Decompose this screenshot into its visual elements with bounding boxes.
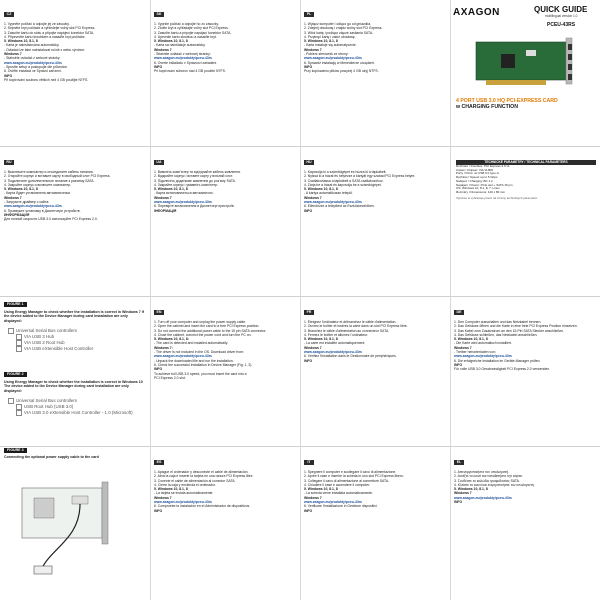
instruction-line: INFO [454, 500, 463, 505]
instruction-line: 4. Κλείστε το κουτί και ενεργοποιήστε τον υπολογιστή. [454, 482, 535, 487]
figure-3-illustration [12, 468, 142, 583]
instruction-line: - The card is detected and installed automatically. [154, 341, 229, 346]
website-link[interactable]: www.axagon.eu/produkty/pceu-43rs [304, 500, 362, 505]
spec-row: Rychlost / Speed: up to 5 Gbps [456, 176, 498, 180]
website-link[interactable]: www.axagon.eu/produkty/pceu-43rs [304, 350, 362, 355]
instruction-line: 4. Закройте корпус и включите компьютер. [4, 182, 72, 187]
instruction-line: 5. Windows 10, 8.1, 8 [304, 487, 338, 492]
instruction-line: 2. Open the cabinet and insert the card to a free PCI Express position. [154, 324, 260, 329]
instruction-line: 5. Windows 10, 8.1, 8 [4, 187, 38, 192]
instruction-line: Windows 7 [454, 491, 472, 496]
figure-2-caption: Using Energy Manager to check whether the installation is correct in Windows 10 The device added to the Device Manager during card installation are only displayed: [4, 380, 143, 393]
device-tree-item: VIA USB 3 Root Hub [8, 340, 146, 346]
device-tree-item: USB Root Hub (USB 3.0) [8, 404, 146, 410]
figure-1-label: FIGURE 1 [4, 302, 27, 307]
instruction-line: 2. Відкрийте корпус і вставте карту у вільний слот. [154, 174, 233, 179]
instruction-line: 4. Das Gehäuse schließen, das Netzkabel anschließen. [454, 332, 538, 337]
guide-subtitle: multilingual version 1.0 [545, 14, 578, 18]
figure-2-label: FIGURE 2 [4, 372, 27, 377]
instruction-line: Przy kopiowaniu plików powyżej 4 GB użyj NTFS. [304, 69, 379, 74]
section-el [454, 450, 596, 596]
instruction-line: - Karta sa nainštaluje automaticky. [154, 43, 206, 48]
spec-row: Napájení / Power: PCIe slot + SATA 15 pin [456, 183, 513, 187]
device-tree-item: VIA USB eXtensible Host Controller [8, 346, 146, 352]
instruction-line: - Загрузите драйвер с сайта: [4, 200, 50, 205]
instruction-line: Windows 7 [304, 195, 322, 200]
device-tree-item: VIA USB 3.0 eXtensible Host Controller - 1.0 (Microsoft) [8, 410, 146, 416]
instruction-line: 6. Перевірте встановлення в Диспетчері пристроїв. [154, 204, 235, 209]
lang-tag: UA [154, 160, 164, 165]
instruction-line: - Die Karte wird automatisch installiert. [454, 341, 512, 346]
instruction-line: 2. Zložte kryt a vyhľadajte voľný slot PCI Express. [154, 26, 229, 31]
instruction-line: 1. Vypnite počítač a odpojte ho zo zásuvky. [154, 22, 219, 26]
product-title: 4 PORT USB 3.0 HQ PCI-EXPRESS CARD w CHARGING FUNCTION [456, 98, 558, 110]
instruction-line: 5. Windows 10, 8.1, 8 [154, 487, 188, 492]
spec-row: Rozměry / Dimensions: 120 x 80 mm [456, 190, 506, 194]
instruction-line: - La scheda viene installata automaticamente. [304, 491, 373, 496]
instruction-line: 3. Zasuňte kartu do slotu a připojte napájecí konektor SATA. [4, 30, 95, 35]
instruction-line: 4. Zárja be a házat és kapcsolja be a számítógépet. [304, 182, 382, 187]
instruction-line: ІНФОРМАЦІЯ [154, 208, 177, 213]
lang-tag: DE [454, 310, 464, 315]
lang-tag: SK [154, 12, 164, 17]
instruction-line: To achieve full USB 3.0 speed, you must insert the card into a [154, 371, 247, 376]
instruction-line: 4. Připevněte kartu šroubkem a nasaďte kryt počítače. [4, 34, 86, 39]
section-sk [154, 2, 296, 144]
instruction-line: 3. Das Kabel zum Zusatzstrom an den 15-Pin SATA Stecker anschließen. [454, 328, 565, 333]
lang-tag: RU [4, 160, 14, 165]
instruction-line: 4. Chiudere il case e accendere il computer. [304, 482, 370, 487]
instruction-line: 1. Απενεργοποιήστε τον υπολογιστή. [454, 470, 510, 474]
instruction-line: 5. Windows 10, 8.1, 8 [154, 39, 188, 44]
instruction-line: INFO [304, 208, 313, 213]
instruction-line: 6. Check the successful installation in Device Manager (Fig. 1, 2). [154, 362, 253, 367]
instruction-line: 5. Windows 10, 8.1, 8 [454, 337, 488, 342]
website-link[interactable]: www.axagon.eu/produkty/pceu-43rs [454, 495, 512, 500]
instruction-line: 6. Проверьте установку в Диспетчере устройств. [4, 208, 81, 213]
instruction-line: 3. Подключите дополнительное питание к разъему SATA. [4, 178, 95, 183]
section-pl [304, 2, 446, 144]
instruction-line: Windows 7 [304, 495, 322, 500]
instruction-line: INFO [304, 508, 313, 513]
instruction-line: 5. Windows 10, 8.1, 8 [154, 187, 188, 192]
instruction-line: 4. Przykręć kartę i załóż obudowę. [304, 34, 356, 39]
instruction-line: Windows 7 [154, 495, 172, 500]
instruction-line: 1. Kapcsolja ki a számítógépet és húzza ki a tápkábelt. [304, 170, 387, 174]
instruction-line: 3. Zasuňte kartu a pripojte napájací konektor SATA. [154, 30, 232, 35]
lang-tag: EN [154, 310, 164, 315]
instruction-line: INFO [454, 362, 463, 367]
spec-row: Rozhraní / Interface: PCI Express 2.0 x1 [456, 165, 510, 168]
lang-tag: ES [154, 460, 164, 465]
divider [150, 0, 151, 600]
instruction-line: INFO [154, 508, 163, 513]
instruction-line: 5. Windows 10, 8.1, 8 [304, 39, 338, 44]
website-link[interactable]: www.axagon.eu/produkty/pceu-43rs [154, 354, 212, 359]
instruction-line: INFO [4, 73, 13, 78]
spec-row: Nabíjení / Charging: BC 1.2 [456, 179, 493, 183]
instruction-line: PCI Express 2.0 slot. [154, 375, 186, 380]
website-link[interactable]: www.axagon.eu/produkty/pceu-43rs [154, 200, 212, 205]
device-tree-item: VIA USB 3 Hub [8, 334, 146, 340]
figure-3-label: FIGURE 3 [4, 448, 27, 453]
figure-3-caption: Connecting the optional power supply cable to the card [4, 455, 99, 459]
instruction-line: 6. Overte inštaláciu v Správcovi zariadení. [154, 60, 218, 65]
instruction-line: 4. Close the cabinet, connect the power cord and turn the PC on. [154, 332, 252, 337]
instruction-line: - Unpack the downloaded file and run the installation. [154, 358, 234, 363]
instruction-line: 2. Abra la caja e inserte la tarjeta en una ranura PCI Express libre. [154, 474, 254, 479]
model-number: PCEU-43RS [547, 22, 576, 28]
instruction-line: 6. Die erfolgreiche Installation im Geräte-Manager prüfen. [454, 358, 541, 363]
instruction-line: 6. Ověřte instalaci ve Správci zařízení. [4, 69, 62, 74]
instruction-line: 2. Ανοίξτε το κουτί και τοποθετήστε την κάρτα. [454, 474, 523, 479]
instruction-line: 3. Conecte el cable de alimentación al conector SATA. [154, 478, 236, 483]
device-tree-item: Universal Serial Bus controllers [8, 328, 146, 334]
instruction-line: 1. Wyłącz komputer i odłącz go od gniazdka. [304, 22, 372, 26]
website-link[interactable]: www.axagon.eu/produkty/pceu-43rs [154, 500, 212, 505]
section-it [304, 450, 446, 596]
guide-title: QUICK GUIDE [534, 5, 588, 14]
instruction-line: 1. Éteignez l'ordinateur et débranchez le câble d'alimentation. [304, 320, 397, 324]
instruction-line: 3. Branchez le câble d'alimentation au connecteur SATA. [304, 328, 390, 333]
instruction-line: 4. Закрийте корпус і увімкніть комп'ютер. [154, 182, 219, 187]
lang-tag: FR [304, 310, 314, 315]
website-link[interactable]: www.axagon.eu/produkty/pceu-43rs [304, 200, 362, 205]
usb-icon [16, 334, 22, 340]
instruction-line: 4. Cierre la caja y encienda el ordenador. [154, 482, 216, 487]
instruction-line: 1. Apague el ordenador y desconecte el cable de alimentación. [154, 470, 249, 474]
section-ua [154, 150, 296, 294]
instruction-line: - La carte est installée automatiquement. [304, 341, 366, 346]
section-es [154, 450, 296, 596]
lang-tag: HU [304, 160, 314, 165]
instruction-line: 6. Compruebe la instalación en el Administrador de dispositivos. [154, 504, 251, 509]
usb-icon [8, 328, 14, 334]
figure-1-caption: Using Energy Manager to check whether the installation is correct in Windows 7 If the device added to the Device Manager during card installation are only displayed: [4, 310, 144, 323]
spec-table [456, 160, 596, 200]
instruction-line: 2. Das Gehäuse öffnen und die Karte in eine freie PCI Express Position einsetzen. [454, 324, 578, 329]
spec-row: Porty / Ports: 4x USB 3.0 type-A [456, 172, 499, 176]
instruction-line: Windows 7 [304, 345, 322, 350]
instruction-line: 3. Підключіть додаткове живлення до роз'єму SATA. [154, 178, 236, 183]
instruction-line: Windows 7 [154, 47, 172, 52]
lang-tag: EL [454, 460, 464, 465]
instruction-line: Windows 7 [304, 47, 322, 52]
instruction-line: - Karta instaluje się automatycznie. [304, 43, 357, 48]
section-hu [304, 150, 446, 294]
instruction-line: INFO [304, 358, 313, 363]
usb-icon [16, 404, 22, 410]
instruction-line: 3. Do not connect the additional power cable to the 15 pin SATA connector. [154, 328, 267, 333]
instruction-line: - Treiber herunterladen von: [454, 350, 496, 355]
instruction-line: Windows 7: [154, 345, 173, 350]
instruction-line: 6. Ellenőrizze a telepítést az Eszközkezelőben. [304, 204, 375, 209]
usb-icon [16, 346, 22, 352]
instruction-line: - Spusťte setup a postupujte dle průvodce. [4, 64, 68, 69]
spec-header: TECHNICKÉ PARAMETRY / TECHNICAL PARAMETERS [456, 160, 596, 165]
figure-1-tree [8, 328, 146, 353]
instruction-line: - Pobierz sterownik ze strony: [304, 52, 349, 57]
instruction-line: 6. Vérifiez l'installation dans le Gestionnaire de périphériques. [304, 354, 397, 359]
divider [300, 0, 301, 600]
spec-row: OS: Windows 10, 8.1, 8, 7, Linux [456, 187, 500, 191]
usb-icon [16, 340, 22, 346]
instruction-line: 3. Włóż kartę i podłącz złącze zasilania SATA. [304, 30, 374, 35]
instruction-line: Для полной скорости USB 3.0 используйте PCI Express 2.0. [4, 217, 98, 222]
website-link[interactable]: www.axagon.eu/produkty/pceu-43rs [304, 56, 362, 61]
spec-row: Čipset / Chipset: VIA VL805 [456, 168, 494, 172]
instruction-line: 5. Windows 10, 8.1, 8 [304, 337, 338, 342]
instruction-line: 3. Csatlakoztassa a tápkábelt a SATA csatlakozóhoz. [304, 178, 384, 183]
section-fr [304, 300, 446, 446]
instruction-line: 1. Den Computer ausschalten und das Netzkabel trennen. [454, 320, 542, 324]
instruction-line: 1. Вимкніть комп'ютер та від'єднайте кабель живлення. [154, 170, 241, 174]
instruction-line: Windows 7 [454, 345, 472, 350]
instruction-line: Windows 7 [4, 195, 22, 200]
instruction-line: - Stáhněte ovladač z webové stránky: [4, 56, 61, 61]
instruction-line: - The driver is not included in the OS. Download driver from: [154, 350, 245, 355]
usb-icon [8, 398, 14, 404]
instruction-line: - Karta je nainstalována automaticky. [4, 43, 60, 48]
spec-footnote: Výrobce si vyhrazuje právo na změny technických parametrů. [456, 196, 538, 200]
section-de [454, 300, 596, 446]
section-cz [4, 2, 146, 144]
section-en [154, 300, 296, 446]
instruction-line: 3. Collegare il cavo di alimentazione al connettore SATA. [304, 478, 390, 483]
instruction-line: 2. Sejměte kryt počítače a vyhledejte volný slot PCI Express. [4, 26, 96, 31]
instruction-line: 1. Spegnere il computer e scollegare il cavo di alimentazione. [304, 470, 397, 474]
website-link[interactable]: www.axagon.eu/produkty/pceu-43rs [154, 56, 212, 61]
instruction-line: 1. Turn off your computer and unplug the power supply cable. [154, 320, 247, 324]
usb-icon [16, 410, 22, 416]
instruction-line: Windows 7 [4, 52, 22, 57]
instruction-line: 5. Windows 10, 8.1, 8: [154, 337, 189, 342]
brand-logo: AXAGON [453, 7, 500, 18]
lang-tag: PL [304, 12, 314, 17]
instruction-line: 2. Откройте корпус и вставьте карту в свободный слот PCI Express. [4, 174, 111, 179]
instruction-line: - A kártya automatikusan települ. [304, 191, 354, 196]
figures-column [4, 300, 146, 596]
instruction-line: - Ovladač lze také nainstalovat ručně z webu výrobce: [4, 47, 86, 52]
instruction-line: 4. Upevnite kartu skrutkou a nasaďte kryt. [154, 34, 217, 39]
instruction-line: 4. Fermez le boîtier et allumez l'ordinateur. [304, 332, 368, 337]
instruction-line: 2. Ouvrez le boîtier et insérez la carte dans un slot PCI Express libre. [304, 324, 408, 329]
instruction-line: INFO [304, 64, 313, 69]
spec-rows [456, 165, 596, 195]
instruction-line: 3. Συνδέστε το καλώδιο τροφοδοσίας SATA. [454, 478, 520, 483]
instruction-line: - Stiahnite ovládač z webovej stránky: [154, 52, 211, 57]
instruction-line: 2. Aprire il case e inserire la scheda in uno slot PCI Express libero. [304, 474, 404, 479]
instruction-line: 5. Windows 10, 8.1, 8 [304, 187, 338, 192]
instruction-line: Při kopírování souboru větších než 4 GB použijte NTFS. [4, 77, 89, 82]
pci-card-illustration [456, 36, 596, 94]
website-link[interactable]: www.axagon.eu/produkty/pceu-43rs [4, 204, 62, 209]
instruction-line: - Карта встановлюється автоматично. [154, 191, 214, 196]
instruction-line: Für volle USB 3.0 Geschwindigkeit PCI Express 2.0 verwenden. [454, 367, 551, 372]
instruction-line: 1. Выключите компьютер и отсоедините кабель питания. [4, 170, 94, 174]
instruction-line: 5. Windows 10, 8.1, 8 [4, 39, 38, 44]
lang-tag: CZ [4, 12, 14, 17]
device-tree-item: Universal Serial Bus controllers [8, 398, 146, 404]
website-link[interactable]: www.axagon.eu/produkty/pceu-43rs [454, 354, 512, 359]
divider [450, 0, 451, 600]
instruction-line: 2. Nyissa ki a házat és helyezze a kártyát egy szabad PCI Express helyre. [304, 174, 416, 179]
instruction-line: Pri kopírovaní súborov nad 4 GB použite NTFS. [154, 69, 226, 74]
instruction-line: 6. Verificare l'installazione in Gestione dispositivi. [304, 504, 378, 509]
instruction-line: - Карта будет установлена автоматически. [4, 191, 71, 196]
website-link[interactable]: www.axagon.eu/produkty/pceu-43rs [4, 60, 62, 65]
instruction-line: 1. Vypněte počítač a odpojte jej ze zásuvky. [4, 22, 70, 26]
instruction-line: 2. Zdejmij obudowę i znajdź wolny slot PCI Express. [304, 26, 383, 31]
lang-tag: IT [304, 460, 314, 465]
instruction-line: INFO [154, 64, 163, 69]
instruction-line: 5. Windows 10, 8.1, 8 [454, 487, 488, 492]
section-ru [4, 150, 146, 294]
instruction-line: ИНФОРМАЦИЯ [4, 212, 30, 217]
instruction-line: - La tarjeta se instala automáticamente. [154, 491, 214, 496]
instruction-line: 6. Sprawdź instalację w Menedżerze urządzeń. [304, 60, 375, 65]
instruction-line: INFO [154, 367, 163, 372]
figure-2-tree [8, 398, 146, 416]
instruction-line: Windows 7 [154, 195, 172, 200]
